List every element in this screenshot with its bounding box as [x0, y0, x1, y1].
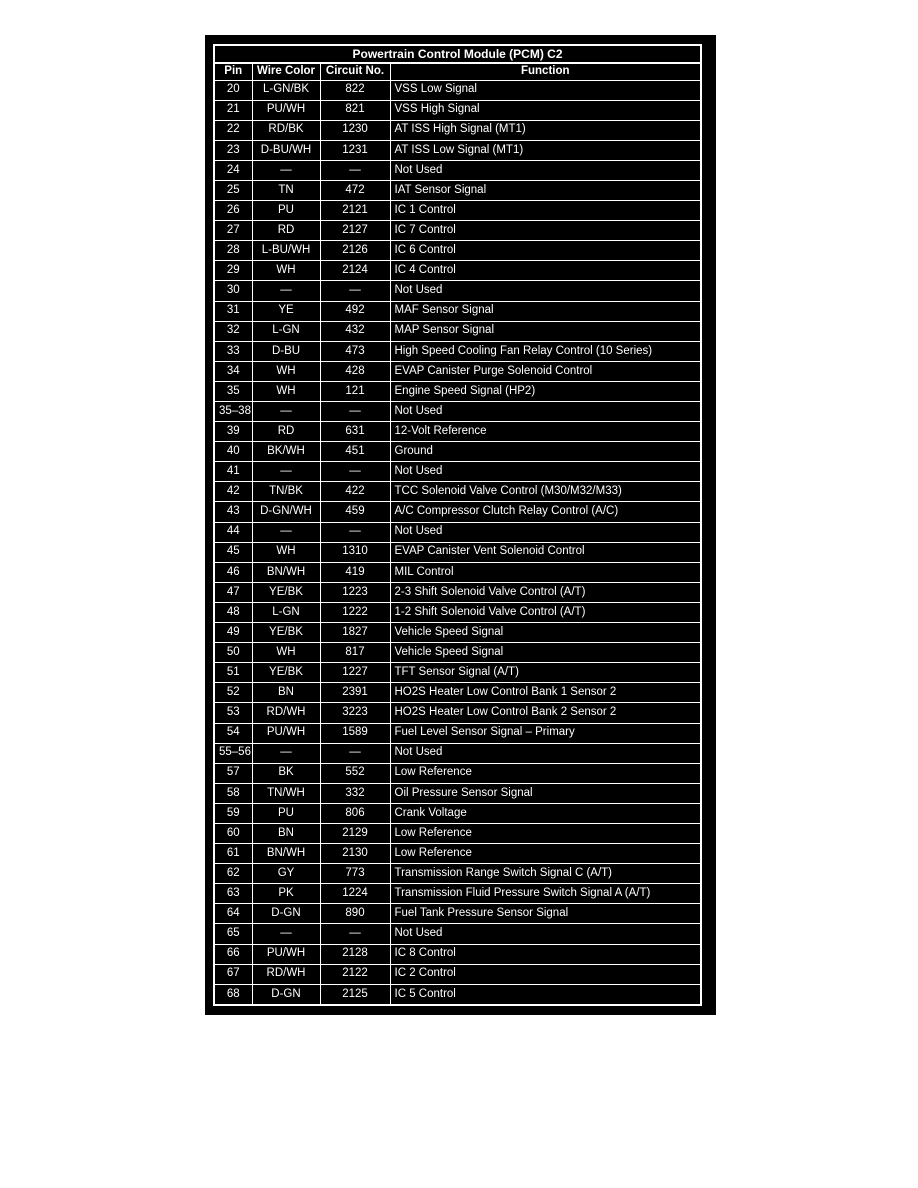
circuit-no-cell: 1827 [320, 623, 390, 643]
wire-color-cell: — [252, 281, 320, 301]
wire-color-cell: PK [252, 884, 320, 904]
column-header-row [214, 63, 701, 80]
wire-color-cell: BK/WH [252, 442, 320, 462]
wire-color-cell: L-BU/WH [252, 241, 320, 261]
wire-color-cell: YE/BK [252, 623, 320, 643]
function-cell: IC 8 Control [390, 944, 701, 964]
pin-table-body [214, 80, 701, 1005]
table-row [214, 582, 701, 602]
table-row [214, 944, 701, 964]
circuit-no-cell: 473 [320, 341, 390, 361]
table-row [214, 80, 701, 100]
circuit-no-cell: — [320, 402, 390, 422]
pin-cell: 22 [214, 120, 252, 140]
table-row [214, 723, 701, 743]
circuit-no-cell: 419 [320, 562, 390, 582]
table-row [214, 823, 701, 843]
function-cell: Not Used [390, 743, 701, 763]
wire-color-cell: D-BU/WH [252, 140, 320, 160]
wire-color-cell: RD/WH [252, 703, 320, 723]
table-row [214, 160, 701, 180]
wire-color-cell: PU/WH [252, 944, 320, 964]
function-cell: AT ISS High Signal (MT1) [390, 120, 701, 140]
circuit-no-cell: — [320, 462, 390, 482]
table-row [214, 884, 701, 904]
pin-cell: 50 [214, 643, 252, 663]
wire-color-cell: L-GN [252, 602, 320, 622]
table-row [214, 241, 701, 261]
wire-color-cell: TN/BK [252, 482, 320, 502]
function-cell: MAF Sensor Signal [390, 301, 701, 321]
function-cell: 2-3 Shift Solenoid Valve Control (A/T) [390, 582, 701, 602]
circuit-no-cell: 631 [320, 422, 390, 442]
circuit-no-cell: 890 [320, 904, 390, 924]
circuit-no-cell: 773 [320, 864, 390, 884]
function-cell: IC 2 Control [390, 964, 701, 984]
wire-color-cell: — [252, 924, 320, 944]
column-header-circuit-no: Circuit No. [320, 63, 390, 80]
circuit-no-cell: 821 [320, 100, 390, 120]
table-row [214, 844, 701, 864]
pin-cell: 40 [214, 442, 252, 462]
function-cell: HO2S Heater Low Control Bank 2 Sensor 2 [390, 703, 701, 723]
table-head [214, 45, 701, 80]
circuit-no-cell: 1589 [320, 723, 390, 743]
pin-cell: 59 [214, 803, 252, 823]
table-row [214, 562, 701, 582]
function-cell: Transmission Range Switch Signal C (A/T) [390, 864, 701, 884]
pin-cell: 47 [214, 582, 252, 602]
table-row [214, 381, 701, 401]
wire-color-cell: RD/BK [252, 120, 320, 140]
function-cell: MAP Sensor Signal [390, 321, 701, 341]
function-cell: Not Used [390, 402, 701, 422]
wire-color-cell: RD [252, 221, 320, 241]
table-row [214, 321, 701, 341]
wire-color-cell: D-BU [252, 341, 320, 361]
circuit-no-cell: 332 [320, 783, 390, 803]
wire-color-cell: WH [252, 643, 320, 663]
function-cell: Low Reference [390, 844, 701, 864]
circuit-no-cell: 1223 [320, 582, 390, 602]
function-cell: Vehicle Speed Signal [390, 623, 701, 643]
function-cell: Low Reference [390, 823, 701, 843]
table-row [214, 442, 701, 462]
circuit-no-cell: 1230 [320, 120, 390, 140]
pin-cell: 42 [214, 482, 252, 502]
circuit-no-cell: 472 [320, 180, 390, 200]
circuit-no-cell: 817 [320, 643, 390, 663]
circuit-no-cell: 552 [320, 763, 390, 783]
pin-cell: 28 [214, 241, 252, 261]
pin-cell: 34 [214, 361, 252, 381]
function-cell: TFT Sensor Signal (A/T) [390, 663, 701, 683]
function-cell: IC 1 Control [390, 201, 701, 221]
circuit-no-cell: 1224 [320, 884, 390, 904]
function-cell: EVAP Canister Purge Solenoid Control [390, 361, 701, 381]
pin-cell: 66 [214, 944, 252, 964]
pin-cell: 26 [214, 201, 252, 221]
function-cell: IC 4 Control [390, 261, 701, 281]
pin-cell: 25 [214, 180, 252, 200]
circuit-no-cell: 2128 [320, 944, 390, 964]
function-cell: Fuel Tank Pressure Sensor Signal [390, 904, 701, 924]
function-cell: Not Used [390, 160, 701, 180]
pin-cell: 53 [214, 703, 252, 723]
function-cell: A/C Compressor Clutch Relay Control (A/C) [390, 502, 701, 522]
function-cell: Not Used [390, 924, 701, 944]
table-row [214, 301, 701, 321]
table-row [214, 522, 701, 542]
pcm-c2-connector-panel [205, 35, 716, 1015]
function-cell: TCC Solenoid Valve Control (M30/M32/M33) [390, 482, 701, 502]
wire-color-cell: — [252, 522, 320, 542]
table-row [214, 783, 701, 803]
wire-color-cell: RD/WH [252, 964, 320, 984]
wire-color-cell: L-GN [252, 321, 320, 341]
pin-cell: 31 [214, 301, 252, 321]
table-row [214, 361, 701, 381]
circuit-no-cell: 822 [320, 80, 390, 100]
table-row [214, 462, 701, 482]
circuit-no-cell: 2125 [320, 984, 390, 1005]
circuit-no-cell: 2129 [320, 823, 390, 843]
table-row [214, 924, 701, 944]
pcm-c2-pinout-table [213, 44, 702, 1006]
table-row [214, 964, 701, 984]
table-row [214, 201, 701, 221]
function-cell: VSS High Signal [390, 100, 701, 120]
column-header-wire-color: Wire Color [252, 63, 320, 80]
pin-cell: 52 [214, 683, 252, 703]
table-row [214, 221, 701, 241]
function-cell: IC 5 Control [390, 984, 701, 1005]
pin-cell: 64 [214, 904, 252, 924]
function-cell: High Speed Cooling Fan Relay Control (10 Series) [390, 341, 701, 361]
pin-cell: 24 [214, 160, 252, 180]
pin-cell: 29 [214, 261, 252, 281]
pin-cell: 21 [214, 100, 252, 120]
wire-color-cell: D-GN/WH [252, 502, 320, 522]
pin-cell: 39 [214, 422, 252, 442]
function-cell: Not Used [390, 281, 701, 301]
function-cell: Crank Voltage [390, 803, 701, 823]
function-cell: Low Reference [390, 763, 701, 783]
circuit-no-cell: 428 [320, 361, 390, 381]
table-row [214, 643, 701, 663]
function-cell: Transmission Fluid Pressure Switch Signal A (A/T) [390, 884, 701, 904]
circuit-no-cell: 451 [320, 442, 390, 462]
pin-cell: 51 [214, 663, 252, 683]
wire-color-cell: PU [252, 201, 320, 221]
circuit-no-cell: 1222 [320, 602, 390, 622]
pin-cell: 67 [214, 964, 252, 984]
pin-cell: 68 [214, 984, 252, 1005]
table-row [214, 683, 701, 703]
circuit-no-cell: 2124 [320, 261, 390, 281]
table-title: Powertrain Control Module (PCM) C2 [214, 45, 701, 63]
circuit-no-cell: 3223 [320, 703, 390, 723]
wire-color-cell: WH [252, 361, 320, 381]
wire-color-cell: PU [252, 803, 320, 823]
function-cell: VSS Low Signal [390, 80, 701, 100]
wire-color-cell: — [252, 743, 320, 763]
circuit-no-cell: 2126 [320, 241, 390, 261]
pin-cell: 23 [214, 140, 252, 160]
pin-cell: 54 [214, 723, 252, 743]
function-cell: 12-Volt Reference [390, 422, 701, 442]
wire-color-cell: TN/WH [252, 783, 320, 803]
function-cell: Fuel Level Sensor Signal – Primary [390, 723, 701, 743]
pin-cell: 61 [214, 844, 252, 864]
wire-color-cell: YE/BK [252, 663, 320, 683]
table-row [214, 542, 701, 562]
function-cell: AT ISS Low Signal (MT1) [390, 140, 701, 160]
wire-color-cell: WH [252, 542, 320, 562]
wire-color-cell: PU/WH [252, 100, 320, 120]
wire-color-cell: — [252, 160, 320, 180]
table-row [214, 602, 701, 622]
pin-cell: 60 [214, 823, 252, 843]
circuit-no-cell: 2391 [320, 683, 390, 703]
circuit-no-cell: 2121 [320, 201, 390, 221]
function-cell: Vehicle Speed Signal [390, 643, 701, 663]
table-row [214, 904, 701, 924]
wire-color-cell: RD [252, 422, 320, 442]
table-row [214, 864, 701, 884]
function-cell: Oil Pressure Sensor Signal [390, 783, 701, 803]
circuit-no-cell: — [320, 160, 390, 180]
circuit-no-cell: 806 [320, 803, 390, 823]
function-cell: IC 7 Control [390, 221, 701, 241]
pin-cell: 55–56 [214, 743, 252, 763]
table-row [214, 281, 701, 301]
function-cell: Not Used [390, 462, 701, 482]
pin-cell: 62 [214, 864, 252, 884]
wire-color-cell: YE/BK [252, 582, 320, 602]
wire-color-cell: BN [252, 823, 320, 843]
table-row [214, 743, 701, 763]
pin-cell: 33 [214, 341, 252, 361]
wire-color-cell: L-GN/BK [252, 80, 320, 100]
table-row [214, 763, 701, 783]
pin-cell: 20 [214, 80, 252, 100]
pin-cell: 49 [214, 623, 252, 643]
circuit-no-cell: 2127 [320, 221, 390, 241]
circuit-no-cell: 1227 [320, 663, 390, 683]
pin-cell: 32 [214, 321, 252, 341]
function-cell: EVAP Canister Vent Solenoid Control [390, 542, 701, 562]
wire-color-cell: BN/WH [252, 844, 320, 864]
circuit-no-cell: 422 [320, 482, 390, 502]
pin-cell: 27 [214, 221, 252, 241]
table-row [214, 341, 701, 361]
table-row [214, 120, 701, 140]
table-row [214, 100, 701, 120]
circuit-no-cell: 1231 [320, 140, 390, 160]
title-row [214, 45, 701, 63]
pin-cell: 46 [214, 562, 252, 582]
wire-color-cell: GY [252, 864, 320, 884]
wire-color-cell: D-GN [252, 984, 320, 1005]
circuit-no-cell: — [320, 281, 390, 301]
table-row [214, 422, 701, 442]
circuit-no-cell: 432 [320, 321, 390, 341]
function-cell: IAT Sensor Signal [390, 180, 701, 200]
pin-cell: 43 [214, 502, 252, 522]
wire-color-cell: BK [252, 763, 320, 783]
table-row [214, 180, 701, 200]
circuit-no-cell: 459 [320, 502, 390, 522]
pin-cell: 57 [214, 763, 252, 783]
circuit-no-cell: 492 [320, 301, 390, 321]
function-cell: Engine Speed Signal (HP2) [390, 381, 701, 401]
pin-cell: 65 [214, 924, 252, 944]
wire-color-cell: BN [252, 683, 320, 703]
table-row [214, 140, 701, 160]
pin-cell: 41 [214, 462, 252, 482]
pin-cell: 58 [214, 783, 252, 803]
table-row [214, 703, 701, 723]
function-cell: HO2S Heater Low Control Bank 1 Sensor 2 [390, 683, 701, 703]
function-cell: IC 6 Control [390, 241, 701, 261]
circuit-no-cell: — [320, 924, 390, 944]
pin-cell: 35 [214, 381, 252, 401]
pin-cell: 48 [214, 602, 252, 622]
circuit-no-cell: — [320, 522, 390, 542]
pin-cell: 44 [214, 522, 252, 542]
wire-color-cell: YE [252, 301, 320, 321]
wire-color-cell: WH [252, 261, 320, 281]
table-row [214, 261, 701, 281]
wire-color-cell: — [252, 402, 320, 422]
function-cell: Not Used [390, 522, 701, 542]
table-row [214, 663, 701, 683]
function-cell: 1-2 Shift Solenoid Valve Control (A/T) [390, 602, 701, 622]
function-cell: MIL Control [390, 562, 701, 582]
wire-color-cell: WH [252, 381, 320, 401]
table-row [214, 482, 701, 502]
column-header-pin: Pin [214, 63, 252, 80]
table-row [214, 984, 701, 1005]
circuit-no-cell: — [320, 743, 390, 763]
column-header-function: Function [390, 63, 701, 80]
circuit-no-cell: 121 [320, 381, 390, 401]
pin-cell: 63 [214, 884, 252, 904]
pin-cell: 30 [214, 281, 252, 301]
wire-color-cell: PU/WH [252, 723, 320, 743]
pin-cell: 35–38 [214, 402, 252, 422]
table-row [214, 402, 701, 422]
wire-color-cell: TN [252, 180, 320, 200]
pin-cell: 45 [214, 542, 252, 562]
wire-color-cell: — [252, 462, 320, 482]
function-cell: Ground [390, 442, 701, 462]
table-row [214, 803, 701, 823]
circuit-no-cell: 1310 [320, 542, 390, 562]
table-row [214, 502, 701, 522]
wire-color-cell: D-GN [252, 904, 320, 924]
circuit-no-cell: 2130 [320, 844, 390, 864]
wire-color-cell: BN/WH [252, 562, 320, 582]
table-row [214, 623, 701, 643]
circuit-no-cell: 2122 [320, 964, 390, 984]
